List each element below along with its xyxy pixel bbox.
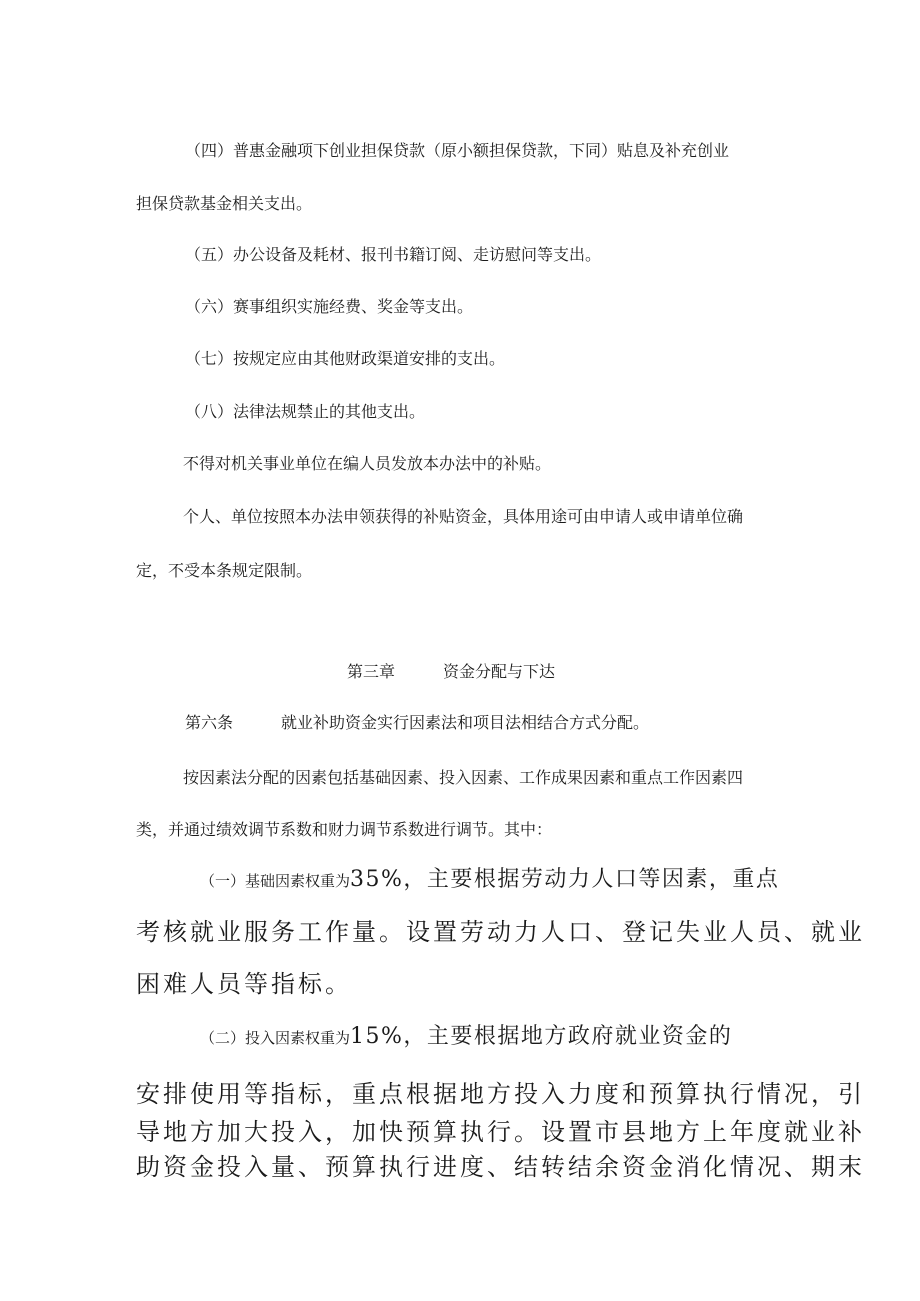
factor-1-prefix: （一）基础因素权重为 — [200, 872, 351, 890]
item-4-line-1: （四）普惠金融项下创业担保贷款（原小额担保贷款，下同）贴息及补充创业 — [185, 141, 730, 160]
factors-paragraph-line-2: 类，并通过绩效调节系数和财力调节系数进行调节。其中： — [136, 820, 553, 839]
factor-2-line-1 — [200, 1023, 732, 1052]
article-6 — [185, 713, 649, 733]
factor-2-prefix: （二）投入因素权重为 — [200, 1029, 351, 1047]
chapter-number: 第三章 — [347, 662, 396, 681]
factors-paragraph-line-1: 按因素法分配的因素包括基础因素、投入因素、工作成果因素和重点工作因素四 — [183, 768, 744, 787]
personal-paragraph-line-1: 个人、单位按照本办法申领获得的补贴资金，具体用途可由申请人或申请单位确 — [183, 507, 744, 526]
article-6-text: 就业补助资金实行因素法和项目法相结合方式分配。 — [281, 713, 650, 732]
factor-2-line-1-rest: 15%，主要根据地方政府就业资金的 — [350, 1024, 733, 1049]
personal-paragraph-line-2: 定，不受本条规定限制。 — [136, 561, 313, 580]
item-8: （八）法律法规禁止的其他支出。 — [185, 402, 426, 421]
factor-1-line-1 — [200, 866, 779, 895]
factor-2-line-2: 安排使用等指标，重点根据地方投入力度和预算执行情况，引 — [136, 1080, 865, 1108]
factor-1-line-3: 困难人员等指标。 — [136, 970, 352, 998]
chapter-heading — [347, 662, 555, 682]
item-4-line-2: 担保贷款基金相关支出。 — [136, 194, 313, 213]
factor-2-line-3: 导地方加大投入，加快预算执行。设置市县地方上年度就业补 — [136, 1118, 865, 1146]
no-subsidy-paragraph: 不得对机关事业单位在编人员发放本办法中的补贴。 — [183, 454, 552, 473]
factor-1-line-1-rest: 35%，主要根据劳动力人口等因素，重点 — [350, 867, 780, 892]
item-7: （七）按规定应由其他财政渠道安排的支出。 — [185, 349, 506, 368]
factor-1-line-2: 考核就业服务工作量。设置劳动力人口、登记失业人员、就业 — [136, 918, 865, 946]
chapter-title: 资金分配与下达 — [443, 662, 556, 681]
item-5: （五）办公设备及耗材、报刊书籍订阅、走访慰问等支出。 — [185, 245, 602, 264]
article-6-number: 第六条 — [185, 713, 234, 732]
item-6: （六）赛事组织实施经费、奖金等支出。 — [185, 297, 474, 316]
factor-2-line-4: 助资金投入量、预算执行进度、结转结余资金消化情况、期末 — [136, 1153, 865, 1181]
